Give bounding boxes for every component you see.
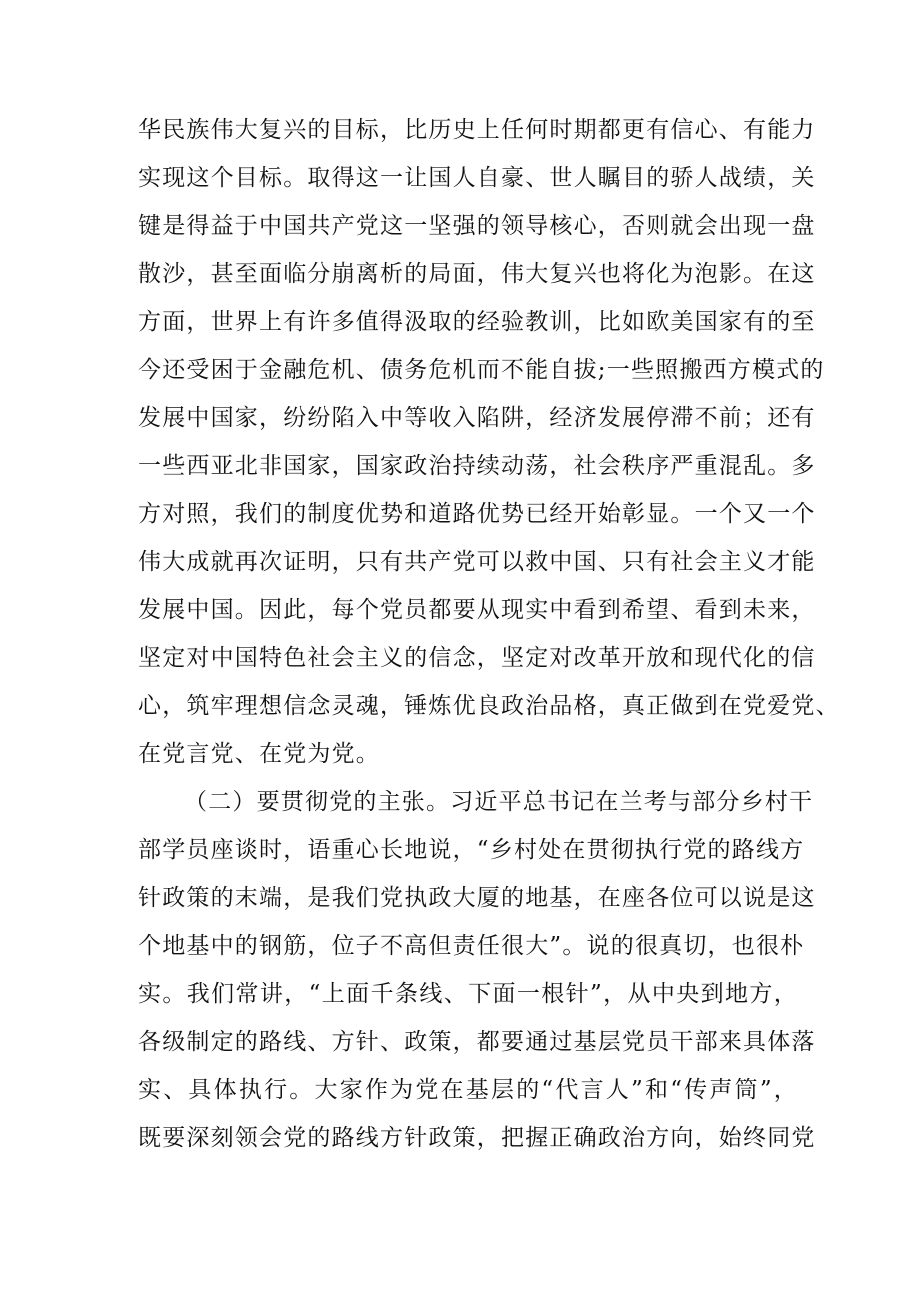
text-line: 实、具体执行。大家作为党在基层的“代言人”和“传声筒”， xyxy=(138,1077,798,1103)
text-line: 键是得益于中国共产党这一坚强的领导核心，否则就会出现一盘 xyxy=(138,213,816,239)
text-line: 心，筑牢理想信念灵魂，锤炼优良政治品格，真正做到在党爱党、 xyxy=(138,693,840,719)
body-text xyxy=(138,106,840,1162)
text-line: 部学员座谈时，语重心长地说，“乡村处在贯彻执行党的路线方 xyxy=(138,837,805,863)
text-line: 各级制定的路线、方针、政策，都要通过基层党员干部来具体落 xyxy=(138,1029,816,1055)
text-line: 发展中国家，纷纷陷入中等收入陷阱，经济发展停滞不前；还有 xyxy=(138,405,816,431)
paragraph-2 xyxy=(138,778,816,1162)
paragraph-1 xyxy=(138,106,840,778)
text-line: 散沙，甚至面临分崩离析的局面，伟大复兴也将化为泡影。在这 xyxy=(138,261,816,287)
text-line: 坚定对中国特色社会主义的信念，坚定对改革开放和现代化的信 xyxy=(138,645,816,671)
text-line: 个地基中的钢筋，位子不高但责任很大”。说的很真切，也很朴 xyxy=(138,933,805,959)
text-line: 华民族伟大复兴的目标，比历史上任何时期都更有信心、有能力 xyxy=(138,117,816,143)
text-line: 今还受困于金融危机、债务危机而不能自拔;一些照搬西方模式的 xyxy=(138,357,825,383)
text-line: 方对照，我们的制度优势和道路优势已经开始彰显。一个又一个 xyxy=(138,501,816,527)
text-line: （二）要贯彻党的主张。习近平总书记在兰考与部分乡村干 xyxy=(184,789,814,815)
text-line: 一些西亚北非国家，国家政治持续动荡，社会秩序严重混乱。多 xyxy=(138,453,816,479)
text-line: 实。我们常讲，“上面千条线、下面一根针”，从中央到地方， xyxy=(138,981,798,1007)
text-line: 伟大成就再次证明，只有共产党可以救中国、只有社会主义才能 xyxy=(138,549,816,575)
text-line: 方面，世界上有许多值得汲取的经验教训，比如欧美国家有的至 xyxy=(138,309,816,335)
text-line: 针政策的末端，是我们党执政大厦的地基，在座各位可以说是这 xyxy=(138,885,816,911)
text-line: 既要深刻领会党的路线方针政策，把握正确政治方向，始终同党 xyxy=(138,1125,816,1151)
text-line: 发展中国。因此，每个党员都要从现实中看到希望、看到未来， xyxy=(138,597,816,623)
text-line: 在党言党、在党为党。 xyxy=(138,741,380,767)
text-line: 实现这个目标。取得这一让国人自豪、世人瞩目的骄人战绩，关 xyxy=(138,165,816,191)
